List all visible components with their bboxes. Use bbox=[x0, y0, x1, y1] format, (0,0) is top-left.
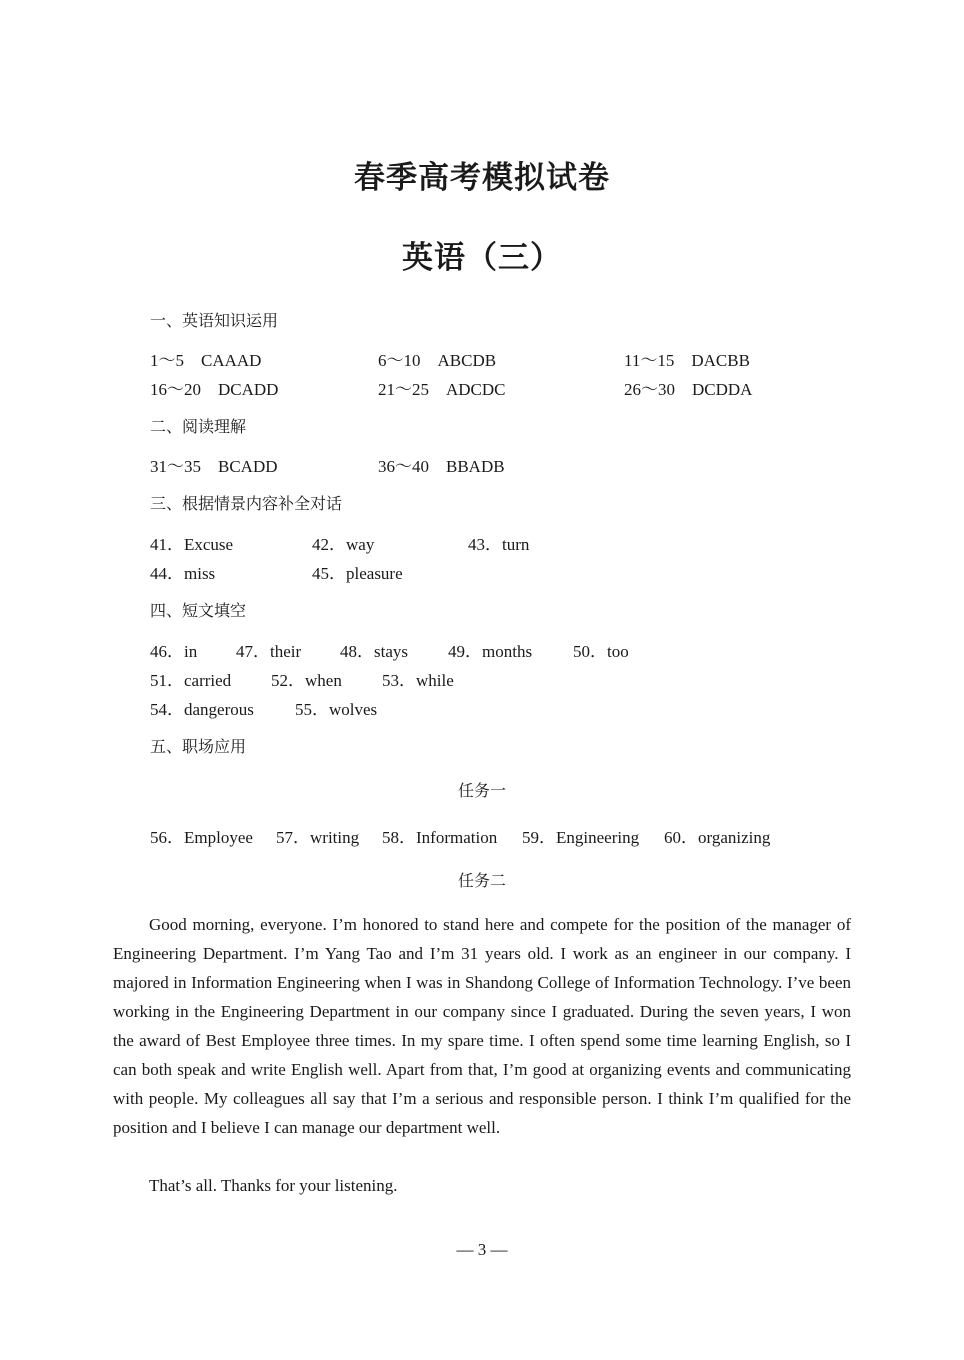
section-heading-1: 一、英语知识运用 bbox=[150, 311, 279, 330]
answer-item: 57．writing bbox=[276, 828, 360, 847]
section-heading-4: 四、短文填空 bbox=[150, 601, 247, 620]
answer-item: 55．wolves bbox=[295, 700, 378, 719]
answer-item: 48．stays bbox=[340, 642, 408, 661]
answer-item: 6～10 ABCDB bbox=[378, 351, 497, 370]
answer-item: 49．months bbox=[448, 642, 533, 661]
answer-item: 21～25 ADCDC bbox=[378, 380, 506, 399]
answer-item: 31～35 BCADD bbox=[150, 457, 278, 476]
answer-item: 45．pleasure bbox=[312, 564, 403, 583]
answer-item: 26～30 DCDDA bbox=[624, 380, 753, 399]
answer-item: 58．Information bbox=[382, 828, 498, 847]
answer-item: 44．miss bbox=[150, 564, 216, 583]
answer-item: 50．too bbox=[573, 642, 629, 661]
answer-item: 43．turn bbox=[468, 535, 530, 554]
answer-item: 11～15 DACBB bbox=[624, 351, 750, 370]
page-title: 春季高考模拟试卷 bbox=[354, 160, 610, 196]
answer-item: 36～40 BBADB bbox=[378, 457, 505, 476]
answer-item: 53．while bbox=[382, 671, 454, 690]
essay-paragraph: That’s all. Thanks for your listening. bbox=[149, 1176, 398, 1195]
task-heading-1: 任务一 bbox=[457, 781, 506, 800]
answer-item: 54．dangerous bbox=[150, 700, 254, 719]
section-heading-5: 五、职场应用 bbox=[150, 737, 247, 756]
answer-item: 47．their bbox=[236, 642, 302, 661]
section-heading-2: 二、阅读理解 bbox=[150, 417, 247, 436]
section-heading-3: 三、根据情景内容补全对话 bbox=[150, 494, 343, 513]
answer-item: 56．Employee bbox=[150, 828, 253, 847]
answer-item: 46．in bbox=[150, 642, 198, 661]
answer-item: 41．Excuse bbox=[150, 535, 234, 554]
answer-item: 51．carried bbox=[150, 671, 232, 690]
answer-item: 59．Engineering bbox=[522, 828, 640, 847]
answer-item: 16～20 DCADD bbox=[150, 380, 279, 399]
answer-item: 42．way bbox=[312, 535, 375, 554]
essay-paragraph: Good morning, everyone. I’m honored to stand here and compete for the position of the manager of Engineering Department. I’m Yang Tao and I’m 31 years old. I work as an engineer in our company. I majored in Information Engineering when I was in Shandong College of Information Technology. I’ve been working in the Engineering Department in our company since I graduated. During the seven years, I won the award of Best Employee three times. In my spare time. I often spend some time learning English, so I can both speak and write English well. Apart from that, I’m good at organizing events and communicating with people. My colleagues all say that I’m a serious and responsible person. I think I’m qualified for the position and I believe I can manage our department well. bbox=[113, 915, 851, 1137]
page-subtitle: 英语（三） bbox=[402, 240, 562, 276]
page-number: — 3 — bbox=[456, 1240, 508, 1259]
task-heading-2: 任务二 bbox=[457, 871, 506, 890]
answer-item: 60．organizing bbox=[664, 828, 771, 847]
answer-item: 52．when bbox=[271, 671, 342, 690]
answer-item: 1～5 CAAAD bbox=[150, 351, 262, 370]
